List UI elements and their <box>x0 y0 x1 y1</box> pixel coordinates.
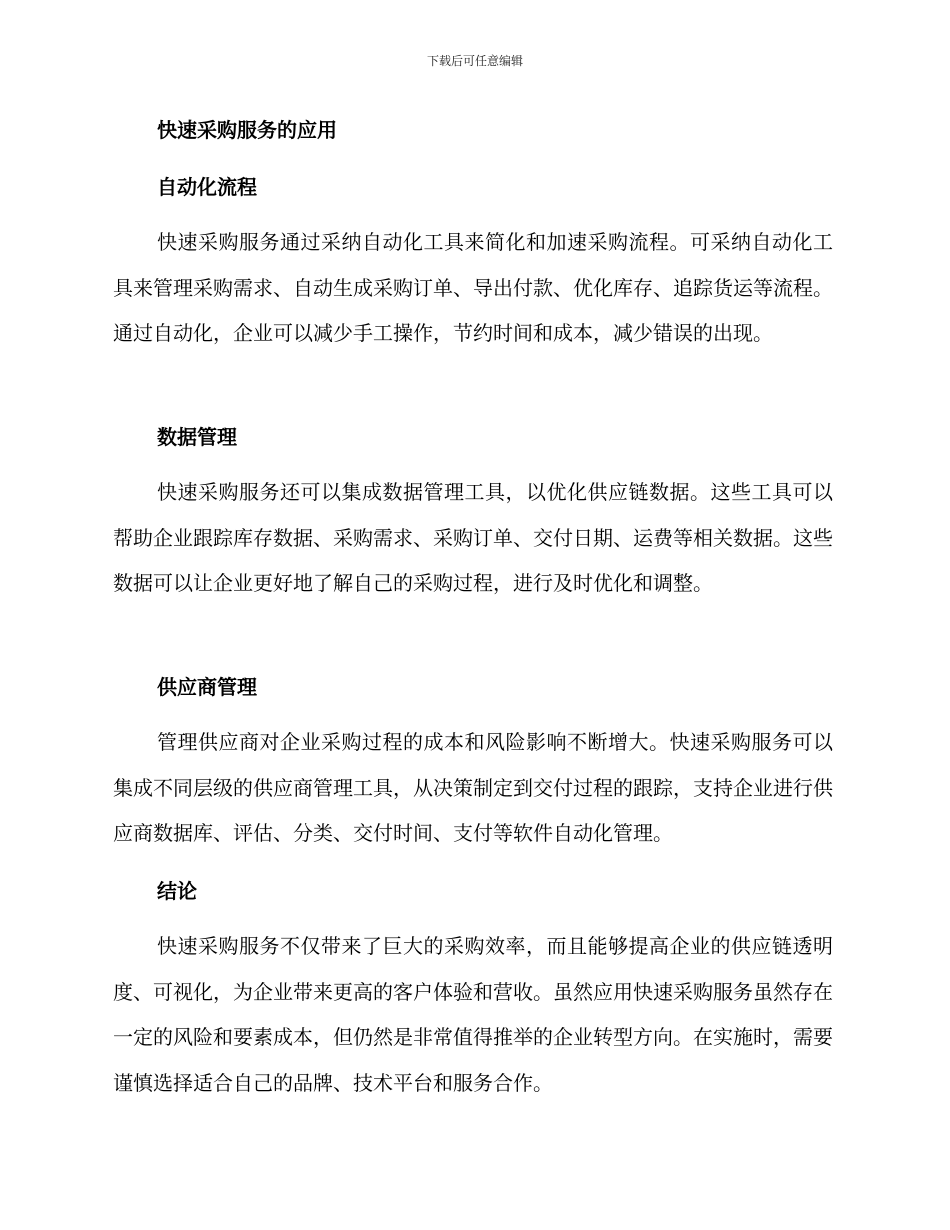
section-body-automation: 快速采购服务通过采纳自动化工具来简化和加速采购流程。可采纳自动化工具来管理采购需求、自动生成采购订单、导出付款、优化库存、追踪货运等流程。通过自动化，企业可以减少手工操作，节约时间和成本，减少错误的出现。 <box>113 230 833 346</box>
page-header: 下载后可任意编辑 <box>426 54 523 68</box>
section-body-conclusion: 快速采购服务不仅带来了巨大的采购效率，而且能够提高企业的供应链透明度、可视化，为企业带来更高的客户体验和营收。虽然应用快速采购服务虽然存在一定的风险和要素成本，但仍然是非常值得推举的企业转型方向。在实施时，需要谨慎选择适合自己的品牌、技术平台和服务合作。 <box>113 934 833 1096</box>
document-title: 快速采购服务的应用 <box>157 118 337 142</box>
section-body-data-management: 快速采购服务还可以集成数据管理工具，以优化供应链数据。这些工具可以帮助企业跟踪库存数据、采购需求、采购订单、交付日期、运费等相关数据。这些数据可以让企业更好地了解自己的采购过程，进行及时优化和调整。 <box>113 480 833 596</box>
section-heading-data-management: 数据管理 <box>157 425 237 449</box>
section-heading-supplier-management: 供应商管理 <box>157 675 257 699</box>
section-heading-conclusion: 结论 <box>157 879 197 903</box>
section-heading-automation: 自动化流程 <box>157 175 257 199</box>
section-body-supplier-management: 管理供应商对企业采购过程的成本和风险影响不断增大。快速采购服务可以集成不同层级的供应商管理工具，从决策制定到交付过程的跟踪，支持企业进行供应商数据库、评估、分类、交付时间、支付等软件自动化管理。 <box>113 730 833 846</box>
